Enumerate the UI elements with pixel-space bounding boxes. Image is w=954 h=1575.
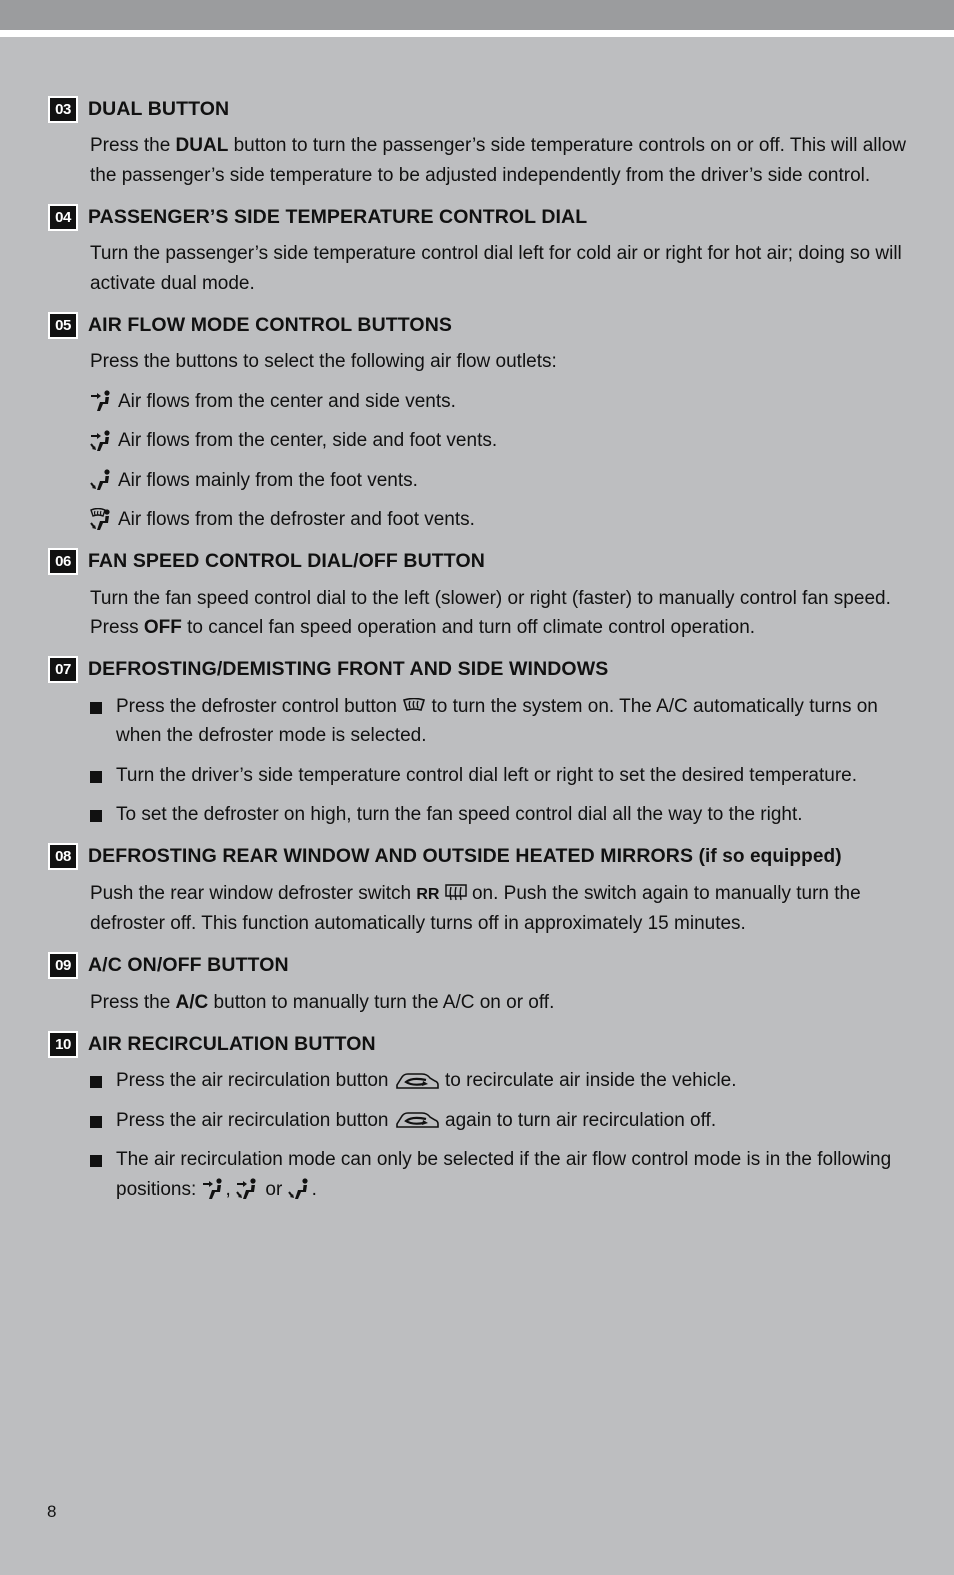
section-dual-button	[48, 94, 908, 190]
section-defrost-rear	[48, 842, 908, 939]
section-heading	[48, 655, 908, 685]
text: Press the air recirculation button	[116, 1109, 394, 1131]
list-item	[90, 1106, 908, 1136]
section-title: PASSENGER’S SIDE TEMPERATURE CONTROL DIAL	[88, 205, 588, 228]
text: .	[311, 1178, 317, 1200]
flow-mode-text: Air flows from the center and side vents.	[118, 390, 456, 412]
bullet-square	[90, 1076, 102, 1088]
text: button to manually turn the A/C on or off.	[208, 991, 555, 1013]
section-paragraph	[90, 988, 908, 1018]
rear-defroster-icon	[445, 884, 467, 902]
section-heading	[48, 310, 908, 340]
section-paragraph	[90, 584, 908, 643]
flow-mode-item	[90, 387, 908, 417]
text: to recirculate air inside the vehicle.	[439, 1070, 737, 1091]
section-heading	[48, 951, 908, 981]
text: or	[260, 1178, 288, 1200]
section-number: 04	[50, 206, 76, 229]
section-number: 03	[50, 98, 76, 121]
ac-label: A/C	[175, 991, 209, 1013]
text: Turn the driver’s side temperature control dial left or right to set the desired temperature.	[116, 764, 858, 786]
section-ac-button	[48, 951, 908, 1018]
section-number: 09	[50, 954, 76, 977]
vent-foot-icon	[288, 1177, 312, 1201]
list-item	[90, 800, 908, 830]
vent-defrost-foot-icon	[90, 508, 114, 532]
section-paragraph: Turn the passenger’s side temperature control dial left for cold air or right for hot air; doing so will activate dual mode.	[90, 243, 902, 294]
text: to cancel fan speed operation and turn off climate control operation.	[181, 617, 756, 638]
vent-center-side-icon	[202, 1177, 226, 1201]
header-bar	[0, 0, 954, 30]
section-number: 08	[50, 845, 76, 868]
recirculation-icon	[394, 1110, 440, 1130]
section-recirculation	[48, 1029, 908, 1204]
recirculation-icon	[394, 1071, 440, 1091]
list-item	[90, 692, 908, 751]
section-title: A/C ON/OFF BUTTON	[88, 954, 289, 976]
section-paragraph	[90, 131, 908, 190]
bullet-square	[90, 771, 102, 783]
vent-foot-icon	[90, 468, 114, 492]
section-heading	[48, 1029, 908, 1059]
section-heading	[48, 94, 908, 124]
section-title: AIR FLOW MODE CONTROL BUTTONS	[88, 313, 452, 336]
section-passenger-temp-dial	[48, 202, 908, 298]
text: ,	[225, 1178, 237, 1200]
list-item	[90, 761, 908, 791]
text: Push the rear window defroster switch	[90, 882, 417, 904]
bullet-square	[90, 1155, 102, 1167]
text: again to turn air recirculation off.	[439, 1109, 717, 1131]
section-title: DEFROSTING/DEMISTING FRONT AND SIDE WINDOWS	[88, 658, 609, 680]
section-title	[88, 845, 842, 868]
flow-mode-text: Air flows mainly from the foot vents.	[118, 469, 418, 491]
bullet-square	[90, 1116, 102, 1128]
section-title: AIR RECIRCULATION BUTTON	[88, 1032, 376, 1055]
bullet-list	[90, 692, 908, 830]
text: Press the air recirculation button	[116, 1070, 394, 1091]
text: Press the defroster control button	[116, 695, 403, 717]
section-heading	[48, 547, 908, 577]
section-number: 07	[50, 658, 76, 681]
bullet-list	[90, 1066, 908, 1204]
section-defrost-front	[48, 655, 908, 830]
text: Press the	[90, 135, 176, 156]
text: Turn the fan speed control dial to the left (slower) or right (faster) to manually control fan speed. Press	[90, 587, 891, 638]
bullet-square	[90, 810, 102, 822]
section-number: 05	[50, 314, 76, 337]
section-heading	[48, 202, 908, 232]
defroster-icon	[402, 698, 426, 714]
title-suffix: (if so equipped)	[698, 846, 842, 867]
section-paragraph: Press the buttons to select the following air flow outlets:	[90, 351, 557, 372]
section-air-flow-mode	[48, 310, 908, 535]
vent-center-side-icon	[90, 389, 114, 413]
section-number: 06	[50, 550, 76, 573]
manual-content	[48, 94, 908, 1216]
flow-mode-text: Air flows from the defroster and foot vents.	[118, 509, 475, 530]
section-fan-speed	[48, 547, 908, 643]
bullet-square	[90, 702, 102, 714]
section-title: DUAL BUTTON	[88, 97, 230, 120]
text: on. Push the switch again to manually turn the defroster off. This function automatically turns off in approximately 15 minutes.	[90, 882, 861, 934]
flow-mode-text: Air flows from the center, side and foot vents.	[118, 430, 498, 451]
flow-mode-item	[90, 505, 908, 535]
section-paragraph	[90, 879, 908, 939]
rr-label: RR	[416, 885, 440, 903]
text: button to turn the passenger’s side temperature controls on or off. This will allow the passenger’s side temperature to be adjusted independently from the driver’s side control.	[90, 135, 907, 186]
page-number: 8	[47, 1502, 57, 1521]
text: Press the	[90, 991, 176, 1013]
text: To set the defroster on high, turn the fan speed control dial all the way to the right.	[116, 804, 803, 825]
flow-mode-item	[90, 426, 908, 456]
text: The air recirculation mode can only be selected if the air flow control mode is in the following positions:	[116, 1149, 892, 1200]
section-heading	[48, 842, 908, 872]
dual-label: DUAL	[175, 135, 229, 156]
header-divider	[0, 30, 954, 37]
list-item	[90, 1145, 908, 1204]
section-title: FAN SPEED CONTROL DIAL/OFF BUTTON	[88, 550, 485, 572]
list-item	[90, 1066, 908, 1096]
text: to turn the system on. The A/C automatically turns on when the defroster mode is selected.	[116, 695, 878, 746]
off-label: OFF	[143, 617, 182, 638]
flow-mode-item	[90, 466, 908, 496]
vent-center-side-foot-icon	[90, 429, 114, 453]
section-number: 10	[50, 1033, 76, 1056]
title-main: DEFROSTING REAR WINDOW AND OUTSIDE HEATED MIRRORS	[88, 845, 694, 867]
vent-center-side-foot-icon	[236, 1177, 260, 1201]
